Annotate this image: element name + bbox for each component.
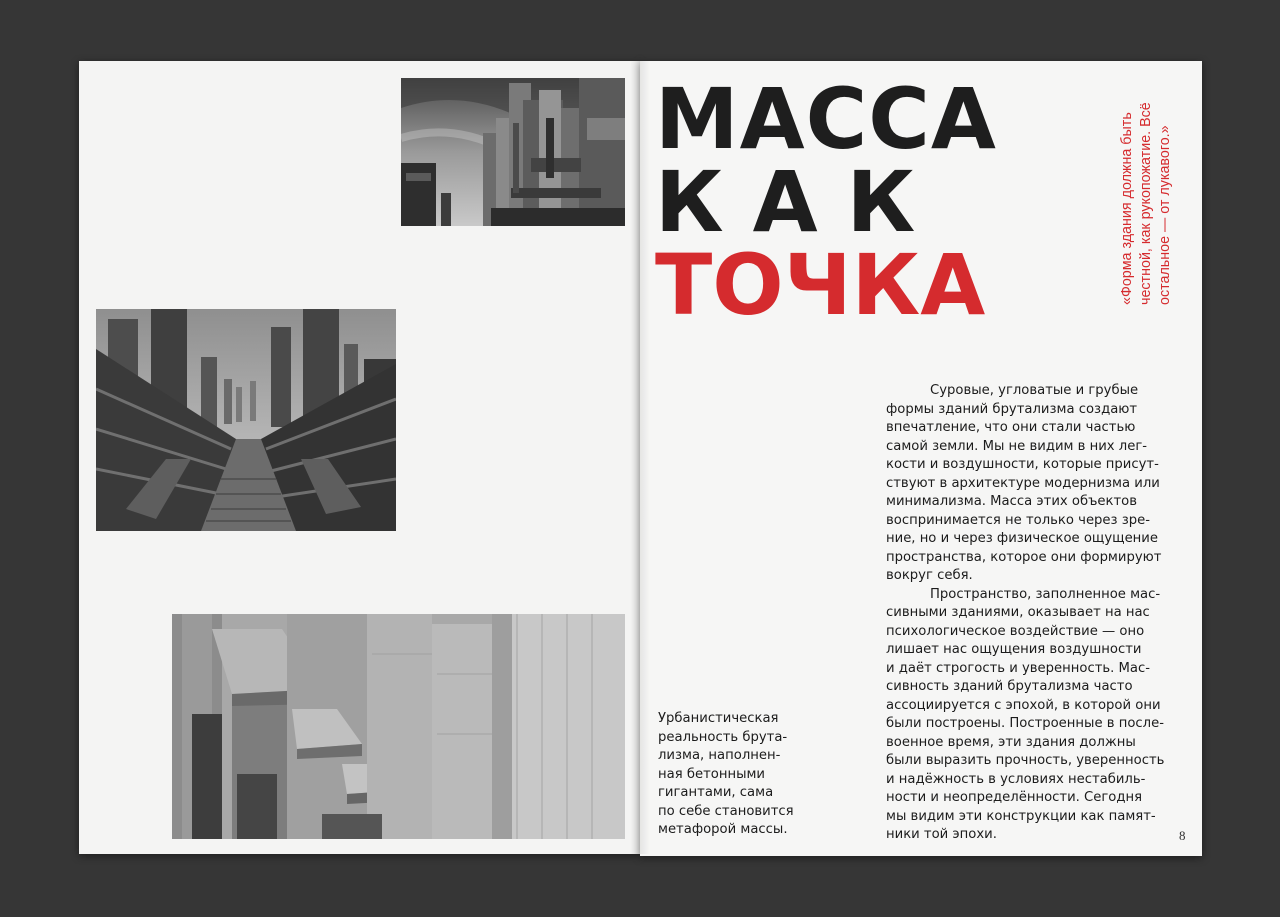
- photo-brutalist-tower: [401, 78, 625, 226]
- pull-quote: «Форма здания должна быть честной, как рукопожатие. Всё остальное — от лукавого.»: [1119, 102, 1173, 305]
- caption-line: гигантами, сама: [658, 785, 774, 800]
- text-line: психологическое воздействие — оно: [886, 623, 1145, 639]
- text-line: впечатление, что они стали частью: [886, 420, 1136, 435]
- text-line: Пространство, заполненное мас-: [930, 586, 1161, 602]
- text-line: военное время, эти здания должны: [886, 734, 1136, 750]
- photo-brutalist-city: [96, 309, 396, 531]
- headline-line-2: КАК: [655, 153, 945, 251]
- text-line: сивными зданиями, оказывает на нас: [886, 605, 1150, 620]
- body-paragraph-2: [886, 586, 1182, 845]
- spread-spine: [630, 61, 650, 854]
- text-line: и надёжность в условиях нестабиль-: [886, 771, 1146, 787]
- text-line: лишает нас ощущения воздушности: [886, 642, 1142, 657]
- text-line: минимализма. Масса этих объектов: [886, 494, 1138, 509]
- text-line: воспринимается не только через зре-: [886, 512, 1151, 528]
- body-text: [886, 382, 1182, 845]
- text-line: Суровые, угловатые и грубые: [930, 383, 1139, 398]
- headline-line-1: МАССА: [655, 70, 997, 168]
- caption-line: метафорой массы.: [658, 822, 788, 837]
- text-line: ствуют в архитектуре модернизма или: [886, 475, 1160, 491]
- caption-line: ная бетонными: [658, 766, 766, 782]
- text-line: самой земли. Мы не видим в них лег-: [886, 438, 1148, 454]
- text-line: мы видим эти конструкции как памят-: [886, 808, 1156, 824]
- caption-line: лизма, наполнен-: [658, 748, 781, 763]
- text-line: ние, но и через физическое ощущение: [886, 531, 1158, 546]
- text-line: вокруг себя.: [886, 568, 973, 583]
- text-line: ности и неопределённости. Сегодня: [886, 790, 1143, 805]
- text-line: и даёт строгость и уверенность. Мас-: [886, 660, 1151, 676]
- text-line: ники той эпохи.: [886, 827, 997, 842]
- photo-concrete-facade: [172, 614, 625, 839]
- text-line: ассоциируется с эпохой, в которой они: [886, 697, 1161, 713]
- text-line: сивность зданий брутализма часто: [886, 679, 1133, 694]
- caption-line: по себе становится: [658, 803, 794, 819]
- headline-line-3-accent: ТОЧКА: [655, 236, 986, 334]
- body-paragraph-1: [886, 382, 1182, 586]
- caption-line: реальность брута-: [658, 729, 788, 745]
- caption-line: Урбанистическая: [658, 711, 779, 726]
- text-line: формы зданий брутализма создают: [886, 401, 1138, 417]
- text-line: были выразить прочность, уверенность: [886, 753, 1165, 768]
- text-line: были построены. Построенные в после-: [886, 716, 1164, 731]
- text-line: кости и воздушности, которые присут-: [886, 457, 1159, 472]
- text-line: пространства, которое они формируют: [886, 549, 1162, 565]
- page-number: 8: [1179, 828, 1186, 843]
- photo-caption: [658, 710, 828, 840]
